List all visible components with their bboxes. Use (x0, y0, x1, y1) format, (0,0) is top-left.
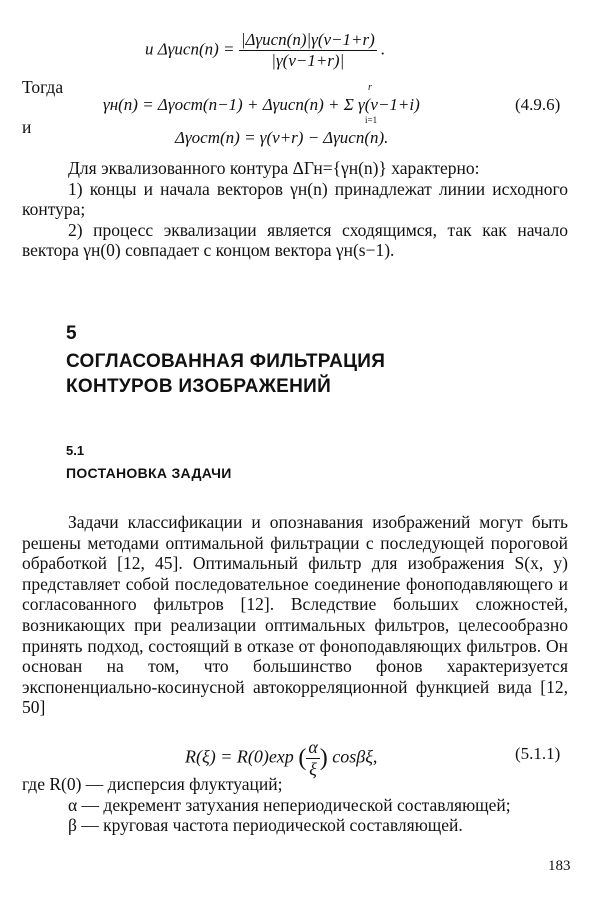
chapter-title-line: СОГЛАСОВАННАЯ ФИЛЬТРАЦИЯ (66, 351, 386, 372)
sum-upper-limit: r (368, 82, 372, 93)
list-item: 2) процесс эквализации является сходящимся, так как начало вектора γн(0) совпадает с концом вектора γн(s−1). (22, 219, 568, 261)
list-item: 1) концы и начала векторов γн(n) принадлежат линии исходного контура; (22, 178, 568, 220)
definition-item: β — круговая частота периодической составляющей. (68, 815, 463, 836)
equation-gamma-isp (145, 30, 385, 71)
equation-right: cosβξ, (332, 746, 378, 767)
chapter-title-line: КОНТУРОВ ИЗОБРАЖЕНИЙ (66, 376, 332, 397)
paragraph-text: Задачи классификации и опознавания изображений могут быть решены методами оптимальной фильтрации с последующей пороговой обработкой [12, 45]. Оптимальный фильтр для изображения S(x, y) представляет собой последовательное соединение фоноподавляющего и согласованного фильтров [12]. Вследствие больших сложностей, возникающих при реализации оптимальных фильтров, целесообразно принять подход, состоящий в отказе от фоноподавляющих фильтров. Он основан на том, что большинство фонов характеризуется экспоненциально-косинусной автокорреляционной функцией вида [12, 50] (22, 512, 568, 718)
equation-body: γн(n) = Δγост(n−1) + Δγисп(n) + Σ γ(ν−1+i) (103, 95, 420, 114)
body-paragraph (22, 512, 568, 718)
page-number: 183 (548, 858, 571, 874)
chapter-number: 5 (66, 323, 77, 344)
fraction-numerator: |Δγисп(n)|γ(ν−1+r) (240, 30, 375, 49)
equation-end: . (381, 39, 386, 59)
equation-fraction (239, 30, 377, 71)
right-paren: ) (319, 745, 328, 771)
fraction-numerator: α (308, 737, 318, 757)
paragraph-line: Для эквализованного контура ΔГн={γн(n)} характерно: (68, 158, 480, 178)
equation-gamma-ost: Δγост(n) = γ(ν+r) − Δγисп(n). (175, 128, 389, 147)
equation-prefix: и Δγисп(n) = (145, 39, 235, 59)
fraction-denominator: |γ(ν−1+r)| (271, 51, 345, 70)
equation-number-4-9-6: (4.9.6) (515, 95, 561, 114)
chapter-title (66, 349, 385, 399)
definitions-list (22, 774, 568, 836)
paragraph-equalized-contour (22, 158, 568, 261)
word-togda: Тогда (22, 77, 64, 97)
equation-number-5-1-1: (5.1.1) (515, 744, 561, 763)
definition-item: где R(0) — дисперсия флуктуаций; (22, 774, 283, 794)
sum-lower-limit: i=1 (365, 115, 378, 125)
equation-4-9-6 (103, 95, 420, 115)
fraction-denominator: ξ (309, 759, 317, 779)
definition-item: α — декремент затухания непериодической составляющей; (68, 794, 511, 815)
section-title: ПОСТАНОВКА ЗАДАЧИ (66, 465, 232, 481)
word-and: и (22, 117, 32, 137)
section-number: 5.1 (66, 443, 85, 458)
equation-left: R(ξ) = R(0)exp (185, 746, 294, 767)
left-paren: ( (298, 745, 307, 771)
